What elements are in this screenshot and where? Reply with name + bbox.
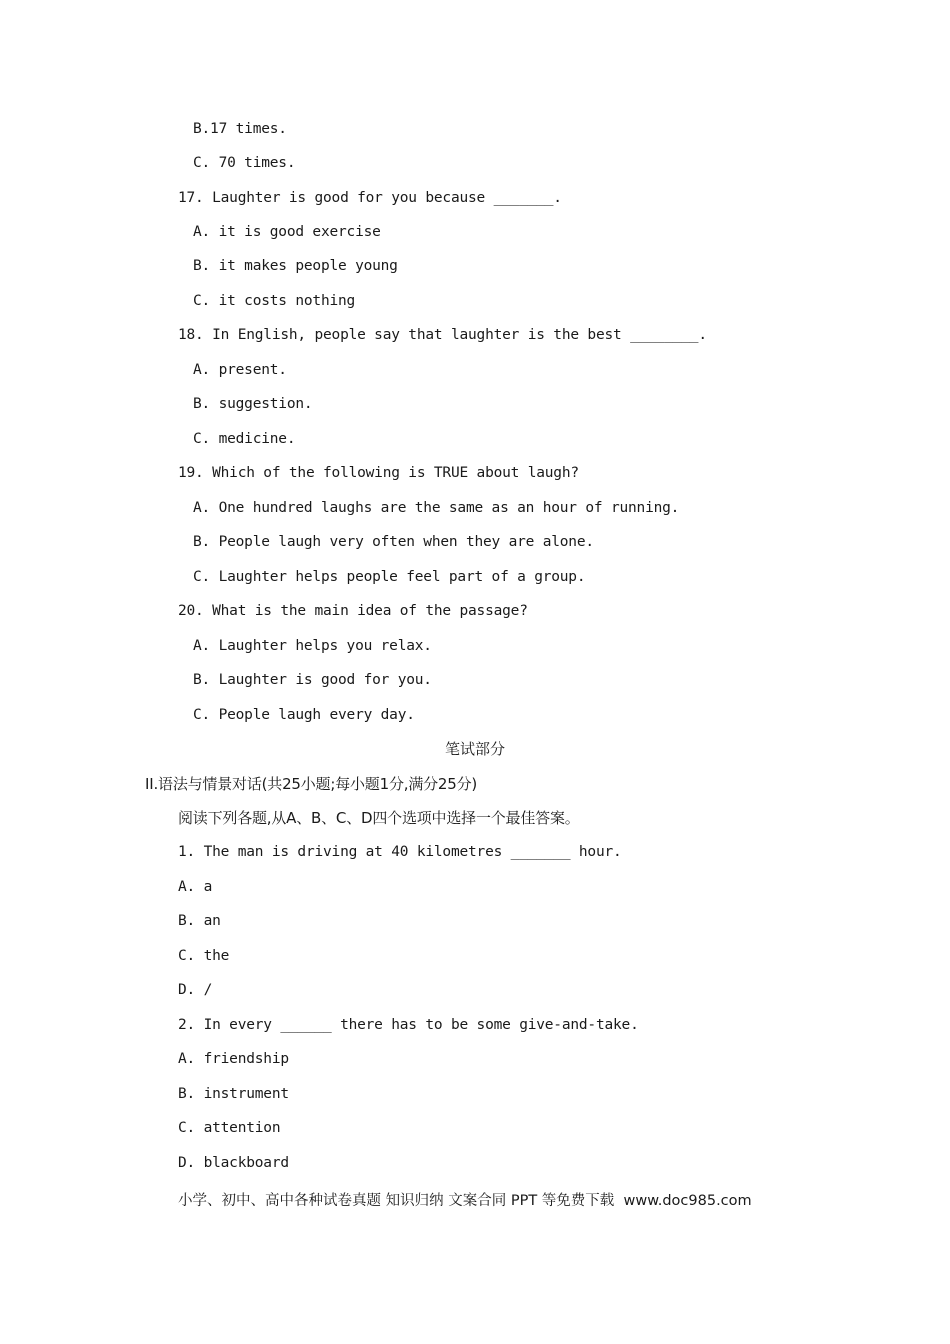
q18-stem: 18. In English, people say that laughter is the best ________.	[178, 327, 707, 343]
w2-option-d: D. blackboard	[178, 1155, 289, 1171]
footer-banner: 小学、初中、高中各种试卷真题 知识归纳 文案合同 PPT 等免费下载 www.doc985.com	[178, 1193, 752, 1209]
w1-option-b: B. an	[178, 913, 221, 929]
w1-stem: 1. The man is driving at 40 kilometres _______ hour.	[178, 844, 622, 860]
q18-option-c: C. medicine.	[193, 431, 296, 447]
q17-option-b: B. it makes people young	[193, 258, 398, 274]
w1-option-d: D. /	[178, 982, 213, 998]
q18-option-b: B. suggestion.	[193, 396, 313, 412]
q20-stem: 20. What is the main idea of the passage?	[178, 603, 528, 619]
w1-option-a: A. a	[178, 879, 213, 895]
section-title: 笔试部分	[444, 740, 505, 758]
q20-option-b: B. Laughter is good for you.	[193, 672, 432, 688]
q16-option-c: C. 70 times.	[193, 155, 296, 171]
q19-option-b: B. People laugh very often when they are alone.	[193, 534, 594, 550]
section-instruction: 阅读下列各题,从A、B、C、D四个选项中选择一个最佳答案。	[178, 809, 580, 827]
q19-stem: 19. Which of the following is TRUE about laugh?	[178, 465, 579, 481]
w2-option-c: C. attention	[178, 1120, 281, 1136]
q20-option-c: C. People laugh every day.	[193, 707, 415, 723]
q20-option-a: A. Laughter helps you relax.	[193, 638, 432, 654]
w2-option-a: A. friendship	[178, 1051, 289, 1067]
q17-option-c: C. it costs nothing	[193, 293, 356, 309]
q17-stem: 17. Laughter is good for you because _______.	[178, 190, 562, 206]
q19-option-c: C. Laughter helps people feel part of a group.	[193, 569, 586, 585]
q18-option-a: A. present.	[193, 362, 287, 378]
part-heading: II.语法与情景对话(共25小题;每小题1分,满分25分)	[145, 775, 478, 793]
q16-option-b: B.17 times.	[193, 121, 287, 137]
w2-stem: 2. In every ______ there has to be some give-and-take.	[178, 1017, 639, 1033]
q19-option-a: A. One hundred laughs are the same as an hour of running.	[193, 500, 680, 516]
q17-option-a: A. it is good exercise	[193, 224, 381, 240]
w2-option-b: B. instrument	[178, 1086, 289, 1102]
w1-option-c: C. the	[178, 948, 230, 964]
